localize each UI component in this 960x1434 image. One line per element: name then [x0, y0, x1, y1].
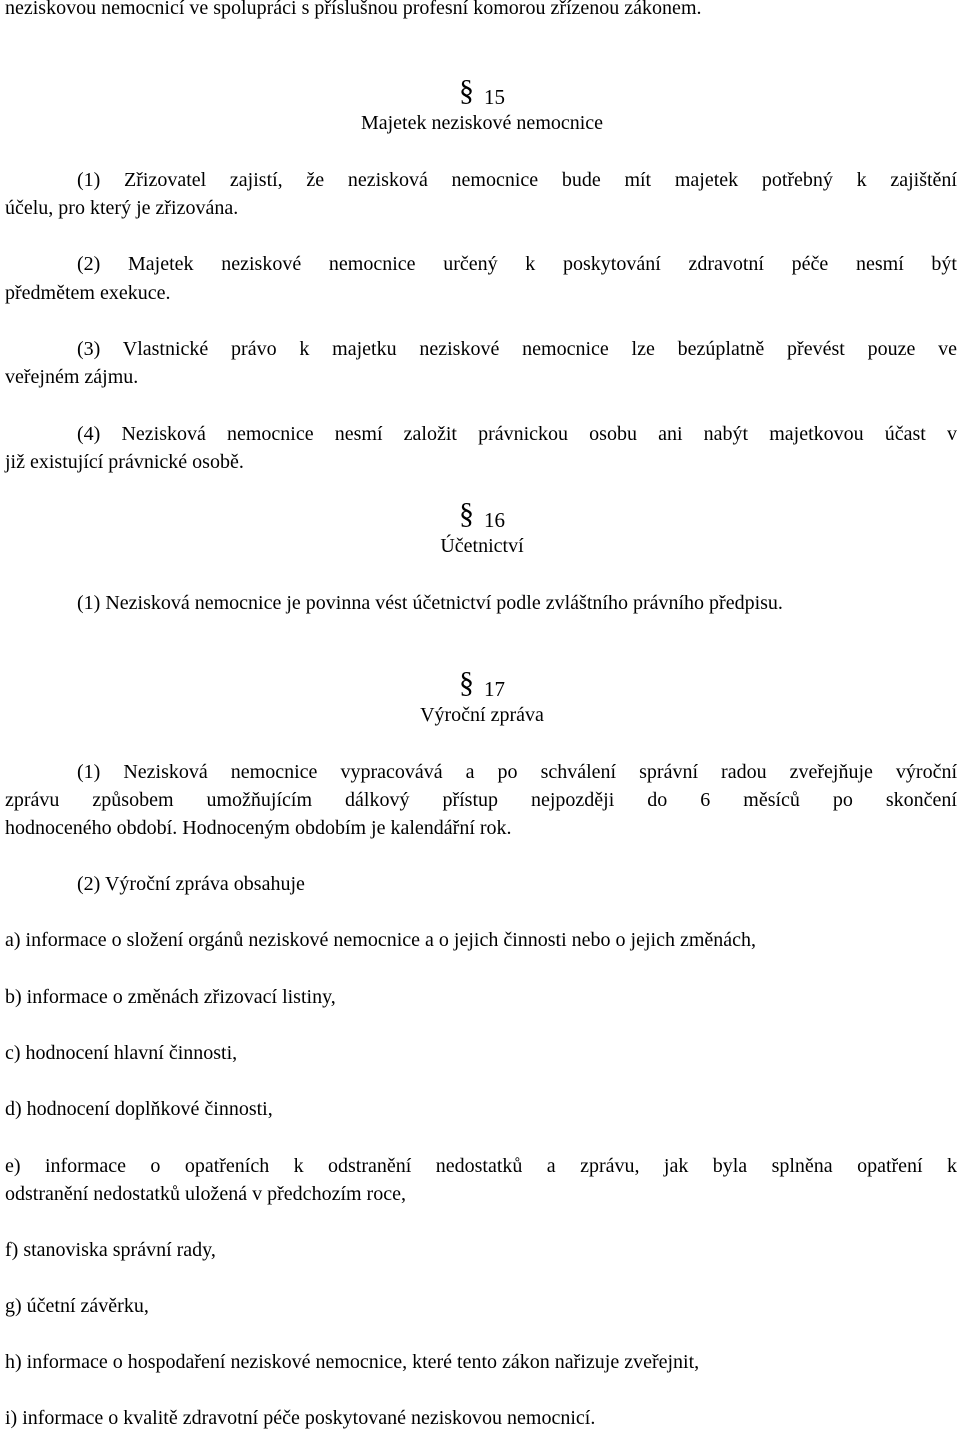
- section-15-number: 15: [484, 85, 505, 109]
- s15-p4-line2: již existující právnické osobě.: [5, 451, 244, 473]
- section-17-number: 17: [484, 677, 505, 701]
- s15-p2-line2: předmětem exekuce.: [5, 282, 171, 304]
- list-item-a: a) informace o složení orgánů neziskové nemocnice a o jejich činnosti nebo o jejich změnách,: [5, 929, 757, 951]
- list-item-e-line2: odstranění nedostatků uložená v předchozím roce,: [5, 1183, 406, 1205]
- list-item-g: g) účetní závěrku,: [5, 1295, 149, 1317]
- s17-p1-line3: hodnoceného období. Hodnoceným obdobím je kalendářní rok.: [5, 817, 512, 839]
- s15-p1-line2: účelu, pro který je zřizována.: [5, 197, 239, 219]
- list-item-e-line1: e) informace o opatřeních k odstranění nedostatků a zprávu, jak byla splněna opatření k: [5, 1155, 957, 1177]
- list-item-f: f) stanoviska správní rady,: [5, 1239, 216, 1261]
- s15-p4-line1: (4) Nezisková nemocnice nesmí založit právnickou osobu ani nabýt majetkovou účast v: [77, 423, 957, 445]
- intro-text-line: neziskovou nemocnicí ve spolupráci s příslušnou profesní komorou zřízenou zákonem.: [5, 0, 702, 19]
- list-item-d: d) hodnocení doplňkové činnosti,: [5, 1098, 273, 1120]
- section-16-heading: [0, 497, 960, 532]
- s15-p3-line2: veřejném zájmu.: [5, 366, 139, 388]
- section-symbol: §: [459, 74, 474, 107]
- section-17-title: Výroční zpráva: [420, 704, 544, 726]
- section-symbol: §: [459, 497, 474, 530]
- section-15-heading: [0, 74, 960, 109]
- list-item-c: c) hodnocení hlavní činnosti,: [5, 1042, 238, 1064]
- section-15-title: Majetek neziskové nemocnice: [360, 112, 604, 134]
- section-17-heading: [0, 666, 960, 701]
- s17-p1-line1: (1) Nezisková nemocnice vypracovává a po schválení správní radou zveřejňuje výroční: [77, 761, 957, 783]
- s17-p1-line2: zprávu způsobem umožňujícím dálkový přístup nejpozději do 6 měsíců po skončení: [5, 789, 957, 811]
- list-item-b: b) informace o změnách zřizovací listiny,: [5, 986, 336, 1008]
- list-item-h: h) informace o hospodaření neziskové nemocnice, které tento zákon nařizuje zveřejnit,: [5, 1351, 700, 1373]
- list-item-i: i) informace o kvalitě zdravotní péče poskytované neziskovou nemocnicí.: [5, 1407, 596, 1429]
- s16-p1-line1: (1) Nezisková nemocnice je povinna vést účetnictví podle zvláštního právního předpisu.: [77, 592, 783, 614]
- s15-p1-line1: (1) Zřizovatel zajistí, že nezisková nemocnice bude mít majetek potřebný k zajištění: [77, 169, 957, 191]
- section-symbol: §: [459, 666, 474, 699]
- section-16-title: Účetnictví: [440, 535, 524, 557]
- s15-p3-line1: (3) Vlastnické právo k majetku neziskové nemocnice lze bezúplatně převést pouze ve: [77, 338, 957, 360]
- s15-p2-line1: (2) Majetek neziskové nemocnice určený k poskytování zdravotní péče nesmí být: [77, 253, 957, 275]
- s17-p2-line1: (2) Výroční zpráva obsahuje: [77, 873, 305, 895]
- section-16-number: 16: [484, 508, 505, 532]
